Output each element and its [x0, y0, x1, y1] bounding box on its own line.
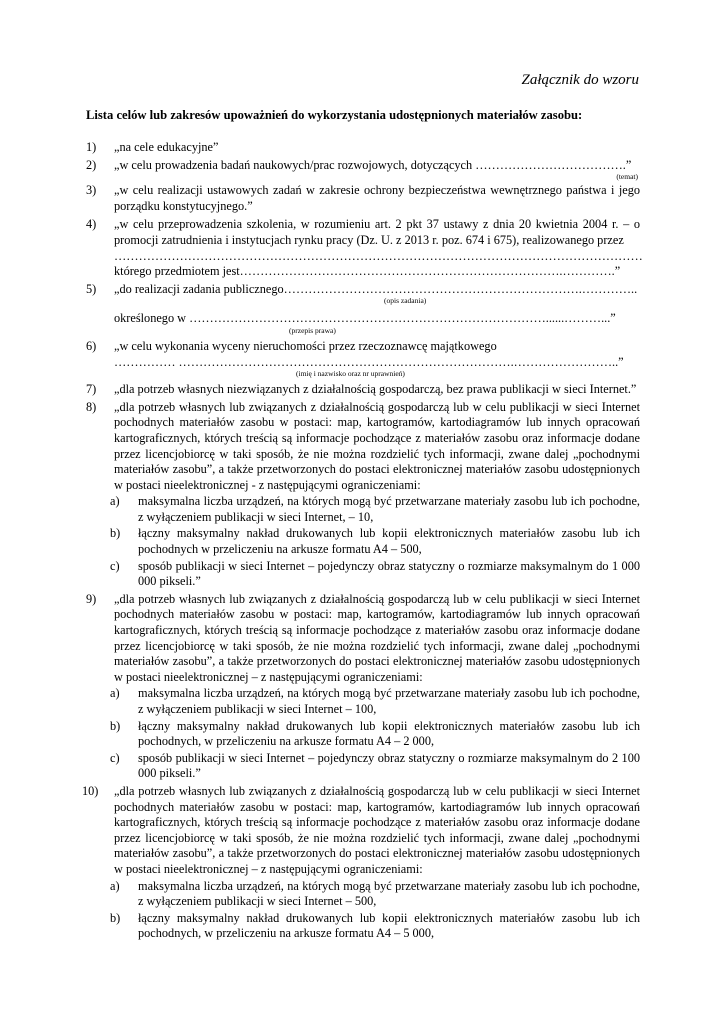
sub-item-a	[110, 494, 640, 525]
sub-item-b	[110, 718, 640, 750]
sub-item-label: c)	[110, 750, 120, 765]
list-item-3	[86, 183, 640, 214]
fill-line: …………………………………………………………………………………………………………………	[114, 248, 643, 263]
sub-item-text: maksymalna liczba urządzeń, na których mogą być przetwarzane materiały zasobu lub ich pochodne, z wyłączeniem publikacji w sieci Internet, – 10,	[138, 494, 640, 524]
purpose-list	[82, 140, 643, 944]
item-number: 1)	[86, 140, 97, 154]
item-number: 9)	[86, 591, 97, 606]
list-item-10	[82, 783, 640, 942]
field-caption: (temat)	[616, 172, 638, 182]
sub-item-a	[110, 686, 640, 717]
item-number: 3)	[86, 183, 97, 198]
list-item-1	[86, 140, 640, 156]
sub-item-label: b)	[110, 910, 121, 925]
list-item-9	[86, 592, 640, 782]
list-item-8	[86, 400, 640, 590]
item-number: 5)	[86, 281, 97, 296]
sub-item-a	[110, 878, 640, 910]
list-item-2	[86, 158, 640, 182]
list-item-4	[86, 217, 643, 279]
item-number: 10)	[82, 783, 99, 798]
sub-item-label: a)	[110, 878, 120, 893]
field-caption: (przepis prawa)	[289, 325, 336, 335]
item-text: „w celu prowadzenia badań naukowych/prac rozwojowych, dotyczących ……………………………….”	[114, 157, 632, 172]
fill-line: …………… ……………………………………………………………………….……………………..”	[114, 354, 624, 369]
document-title: Lista celów lub zakresów upoważnień do wykorzystania udostępnionych materiałów zasobu:	[86, 108, 583, 122]
sub-item-text: sposób publikacji w sieci Internet – pojedynczy obraz statyczny o rozmiarze maksymalnym do 1 000 000 pikseli.”	[138, 558, 640, 589]
sub-item-c	[110, 558, 640, 590]
item-text: „w celu wykonania wyceny nieruchomości przez rzeczoznawcę majątkowego	[114, 338, 497, 353]
list-item-6	[86, 339, 640, 378]
item-number: 4)	[86, 217, 97, 232]
field-caption: (imię i nazwisko oraz nr uprawnień)	[296, 369, 405, 379]
annex-label: Załącznik do wzoru	[521, 72, 639, 88]
sub-item-text: łączny maksymalny nakład drukowanych lub kopii elektronicznych materiałów zasobu lub ich pochodnych, w przeliczeniu na arkusze formatu A4 – 2 000,	[138, 718, 640, 749]
sub-item-text: sposób publikacji w sieci Internet – pojedynczy obraz statyczny o rozmiarze maksymalnym do 2 100 000 pikseli.”	[138, 750, 640, 781]
item-text: „w celu przeprowadzenia szkolenia, w rozumieniu art. 2 pkt 37 ustawy z dnia 20 kwietnia 2004 r. – o promocji zatrudnienia i instytucjach rynku pracy (Dz. U. z 2013 r. poz. 674 i 675), realizowanego przez	[114, 217, 640, 247]
sub-item-text: łączny maksymalny nakład drukowanych lub kopii elektronicznych materiałów zasobu lub ich pochodnych w przeliczeniu na arkusze formatu A4 – 500,	[138, 526, 640, 557]
sub-item-label: a)	[110, 686, 120, 701]
fill-line: którego przedmiotem jest…………………………………………………………………….………….”	[114, 264, 621, 279]
sub-item-text: maksymalna liczba urządzeń, na których mogą być przetwarzane materiały zasobu lub ich pochodne, z wyłączeniem publikacji w sieci Internet – 100,	[138, 686, 640, 716]
item-number: 7)	[86, 382, 97, 397]
item-number: 8)	[86, 399, 97, 414]
field-caption: (opis zadania)	[384, 296, 427, 306]
item-text: „do realizacji zadania publicznego……………………………………………………………….…………..	[114, 281, 638, 296]
item-text: „dla potrzeb własnych lub związanych z działalnością gospodarczą lub w celu publikacji w sieci Internet pochodnych materiałów zasobu w postaci: map, kartogramów, kartodiagramów lub innych opracowań kartograficznych, których treścią są informacje pochodzące z materiałów zasobu oraz informacje dodane przez licencjobiorcę w taki sposób, że nie można rozdzielić tych informacji, zwane dalej „pochodnymi materiałów zasobu”, a także przetworzonych do postaci elektronicznej materiałów zasobu udostępnionych w postaci nieelektronicznej – z następującymi ograniczeniami:	[114, 591, 640, 684]
sub-item-label: c)	[110, 558, 120, 573]
item-text: „w celu realizacji ustawowych zadań w zakresie ochrony bezpieczeństwa wewnętrznego państwa i jego porządku konstytucyjnego.”	[114, 183, 640, 213]
sub-item-c	[110, 750, 640, 782]
sub-item-label: b)	[110, 718, 121, 733]
sub-item-label: b)	[110, 526, 121, 541]
fill-line: określonego w ……………………………………………………………………………......………...”	[114, 311, 616, 326]
list-item-5	[86, 282, 640, 335]
sub-item-b	[110, 526, 640, 557]
list-item-7	[86, 382, 640, 398]
item-text: „dla potrzeb własnych niezwiązanych z działalnością gospodarczą, bez prawa publikacji w sieci Internet.”	[114, 382, 637, 397]
sub-item-text: maksymalna liczba urządzeń, na których mogą być przetwarzane materiały zasobu lub ich pochodne, z wyłączeniem publikacji w sieci Internet – 500,	[138, 878, 640, 909]
item-number: 2)	[86, 157, 97, 172]
sub-item-b	[110, 910, 640, 942]
sub-item-label: a)	[110, 494, 120, 509]
item-text: „dla potrzeb własnych lub związanych z działalnością gospodarczą lub w celu publikacji w sieci Internet pochodnych materiałów zasobu w postaci: map, kartogramów, kartodiagramów lub innych opracowań kartograficznych, których treścią są informacje pochodzące z materiałów zasobu oraz informacje dodane przez licencjobiorcę w taki sposób, że nie można rozdzielić tych informacji, zwane dalej „pochodnymi materiałów zasobu”, a także przetworzonych do postaci elektronicznej materiałów zasobu udostępnionych w postaci nieelektronicznej - z następującymi ograniczeniami:	[114, 399, 640, 492]
item-text: „dla potrzeb własnych lub związanych z działalnością gospodarczą lub w celu publikacji w sieci Internet pochodnych materiałów zasobu w postaci: map, kartogramów, kartodiagramów lub innych opracowań kartograficznych, których treścią są informacje pochodzące z materiałów zasobu oraz informacje dodane przez licencjobiorcę w taki sposób, że nie można rozdzielić tych informacji, zwane dalej „pochodnymi materiałów zasobu”, a także przetworzonych do postaci elektronicznej materiałów zasobu udostępnionych w postaci nieelektronicznej – z następującymi ograniczeniami:	[114, 783, 640, 876]
item-number: 6)	[86, 338, 97, 353]
sub-item-text: łączny maksymalny nakład drukowanych lub kopii elektronicznych materiałów zasobu lub ich pochodnych, w przeliczeniu na arkusze formatu A4 – 5 000,	[138, 910, 640, 941]
item-text: „na cele edukacyjne”	[114, 140, 219, 154]
